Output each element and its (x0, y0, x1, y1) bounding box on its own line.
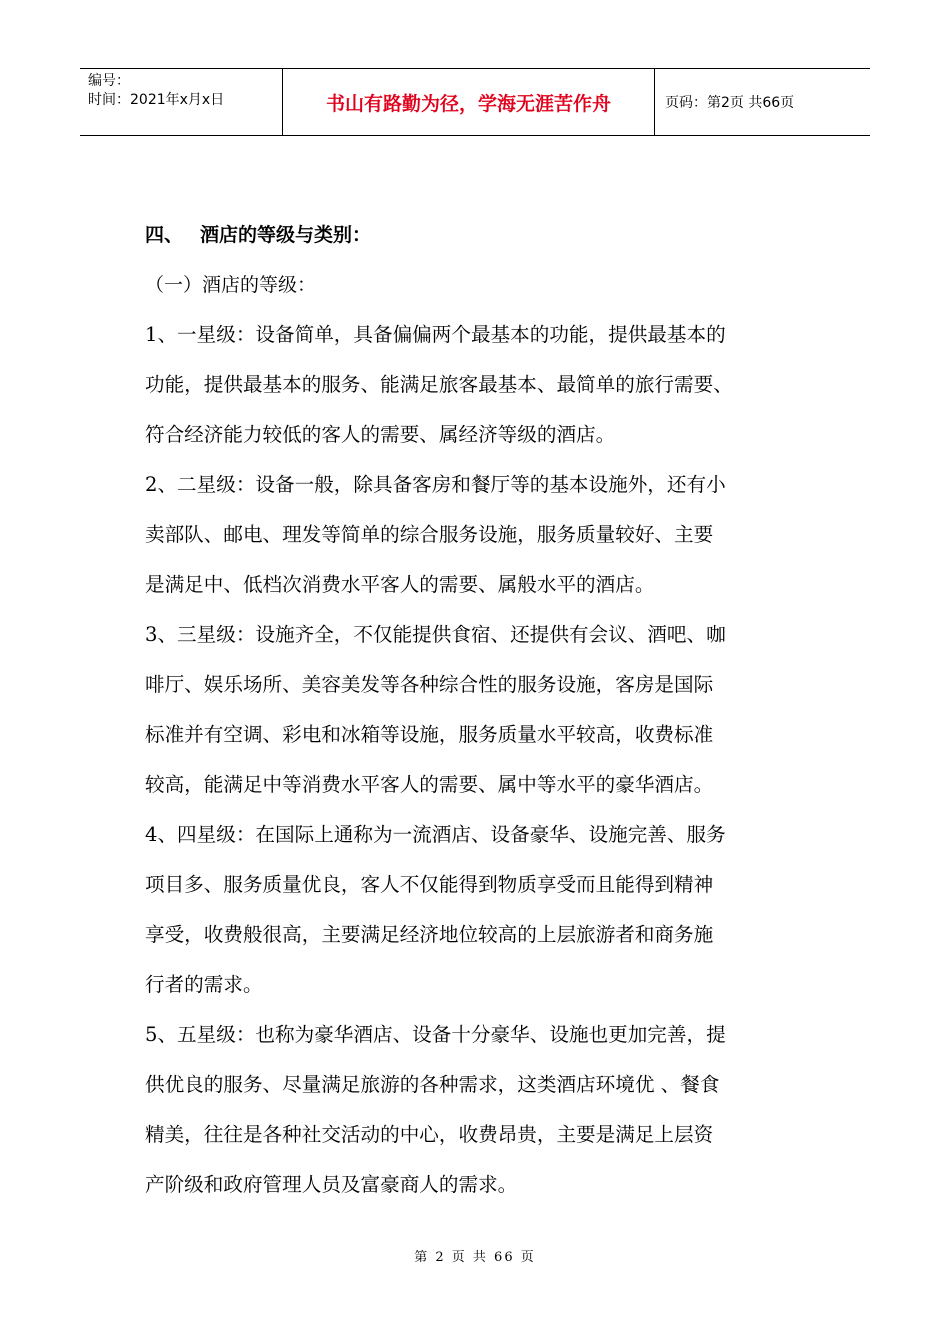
paragraph-line: 享受，收费般很高，主要满足经济地位较高的上层旅游者和商务施 (145, 923, 714, 946)
page-header (80, 68, 870, 136)
paragraph-line: 行者的需求。 (145, 973, 263, 996)
paragraph-three-star (145, 610, 835, 810)
paragraph-line: 较高，能满足中等消费水平客人的需要、属中等水平的豪华酒店。 (145, 773, 714, 796)
paragraph-line: 4、四星级：在国际上通称为一流酒店、设备豪华、设施完善、服务 (145, 823, 726, 846)
paragraph-line: 1、一星级：设备简单，具备偏偏两个最基本的功能，提供最基本的 (145, 323, 726, 346)
page-footer: 第 2 页 共 66 页 (414, 1250, 536, 1265)
paragraph-line: 卖部队、邮电、理发等简单的综合服务设施，服务质量较好、主要 (145, 523, 714, 546)
paragraph-line: 功能，提供最基本的服务、能满足旅客最基本、最简单的旅行需要、 (145, 373, 733, 396)
paragraph-five-star (145, 1010, 835, 1210)
paragraph-line: 精美，往往是各种社交活动的中心，收费昂贵，主要是满足上层资 (145, 1123, 714, 1146)
paragraph-line: 啡厅、娱乐场所、美容美发等各种综合性的服务设施，客房是国际 (145, 673, 714, 696)
paragraph-one-star (145, 310, 835, 460)
section-title: 酒店的等级与类别： (200, 224, 372, 246)
header-number-label: 编号： (88, 73, 130, 89)
paragraph-line: 3、三星级：设施齐全，不仅能提供食宿、还提供有会议、酒吧、咖 (145, 623, 726, 646)
paragraph-line: 产阶级和政府管理人员及富豪商人的需求。 (145, 1173, 518, 1196)
section-number: 四、 (145, 224, 184, 246)
paragraph-line: 是满足中、低档次消费水平客人的需要、属般水平的酒店。 (145, 573, 655, 596)
header-motto: 书山有路勤为径，学海无涯苦作舟 (283, 69, 655, 135)
paragraph-line: 供优良的服务、尽量满足旅游的各种需求，这类酒店环境优 、餐食 (145, 1073, 720, 1096)
paragraph-line: 5、五星级：也称为豪华酒店、设备十分豪华、设施也更加完善，提 (145, 1023, 726, 1046)
header-time-label: 时间：2021年x月x日 (88, 92, 225, 108)
section-heading (145, 210, 835, 260)
paragraph-line: 2、二星级：设备一般，除具备客房和餐厅等的基本设施外，还有小 (145, 473, 726, 496)
paragraph-four-star (145, 810, 835, 1010)
paragraph-line: 标准并有空调、彩电和冰箱等设施，服务质量水平较高，收费标准 (145, 723, 714, 746)
paragraph-two-star (145, 460, 835, 610)
document-body (145, 210, 835, 1210)
paragraph-line: 符合经济能力较低的客人的需要、属经济等级的酒店。 (145, 423, 616, 446)
paragraph-line: 项目多、服务质量优良，客人不仅能得到物质享受而且能得到精神 (145, 873, 714, 896)
header-meta (80, 69, 283, 135)
subsection-heading: （一）酒店的等级： (145, 274, 317, 296)
header-page-info: 页码：第2页 共66页 (665, 95, 795, 111)
